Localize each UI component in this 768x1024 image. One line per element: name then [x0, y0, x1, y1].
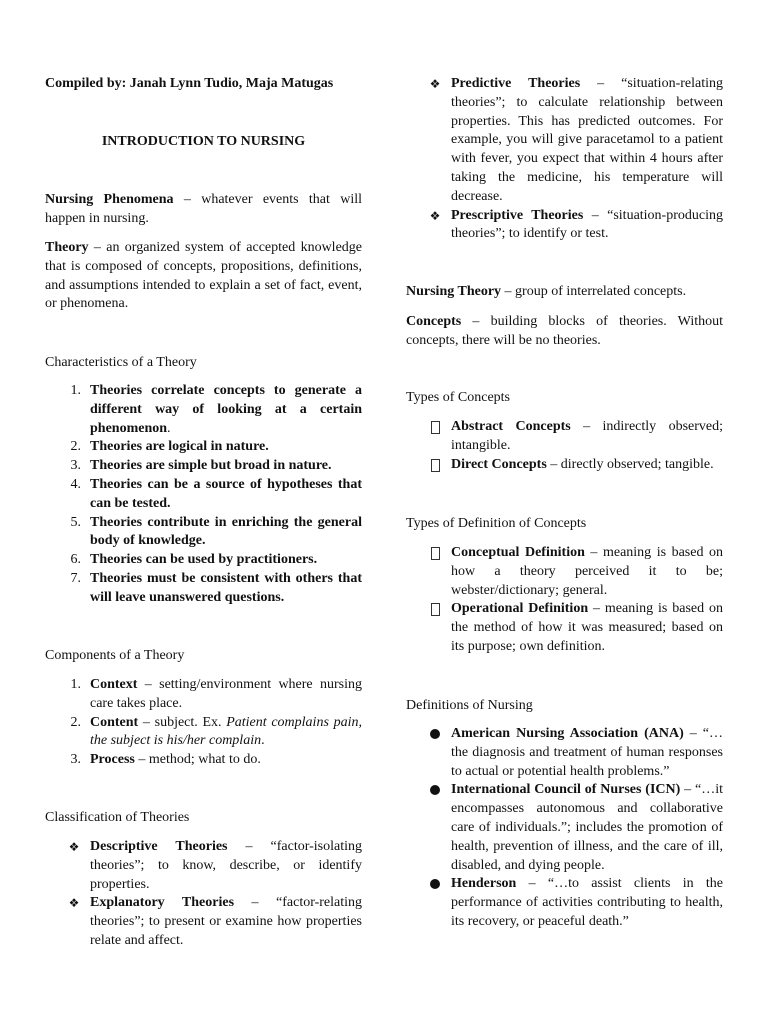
list-item-term: Context [90, 677, 138, 692]
list-item-text: – “…to assist clients in the performance of activities contributing to health, its recovery, or peaceful death.” [451, 876, 723, 929]
list-item-term: Descriptive Theories [90, 839, 228, 854]
list-item-text: Theories correlate concepts to generate a different way of looking at a certain phenomenon [90, 383, 362, 436]
nursing-theory-definition [406, 283, 723, 302]
list-item-text: – “situation-producing theories”; to identify or test. [451, 207, 723, 242]
diamond-bullet-icon: ❖ [429, 208, 441, 223]
list-item [45, 714, 362, 752]
list-item [406, 456, 723, 475]
list-item [406, 875, 723, 931]
classification-list-right [406, 75, 723, 244]
types-of-concepts-list [406, 418, 723, 474]
list-item-example: Patient complains pain, the subject is his/her complain [90, 714, 362, 749]
list-number: 4. [70, 476, 81, 492]
list-item-term: Content [90, 714, 139, 730]
list-number: 1. [70, 383, 81, 398]
list-item-text: – subject. Ex. [138, 714, 227, 730]
list-item-term: Predictive Theories [451, 76, 581, 91]
list-number: 1. [70, 677, 81, 692]
list-item-text: – “…it encompasses autonomous and collaborative care of individuals.”; includes the promotion of health, prevention of illness, and the care of ill, disabled, and dying people. [451, 782, 723, 873]
list-item-term: Conceptual Definition [451, 545, 585, 560]
definitions-of-nursing-heading: Definitions of Nursing [406, 698, 533, 713]
list-item-text: – “factor-isolating theories”; to know, describe, or identify properties. [90, 839, 362, 892]
list-item-text: Theories are logical in nature. [90, 439, 269, 455]
list-item-text: – “situation-relating theories”; to calculate relationship between properties. This has predicted outcomes. For example, you will give paracetamol to a patient with fever, you expect that within 4 hours after taking the medicine, his temperature will decrease. [451, 76, 723, 204]
list-number: 6. [70, 552, 81, 568]
list-item [406, 781, 723, 875]
list-number: 2. [70, 439, 81, 455]
term: Nursing Phenomena [45, 192, 174, 207]
types-of-concepts-heading: Types of Concepts [406, 390, 511, 405]
list-item-text: – setting/environment where nursing care takes place. [90, 677, 362, 711]
list-item [45, 751, 362, 770]
list-number: 3. [70, 458, 81, 474]
compiled-by: Compiled by: Janah Lynn Tudio, Maja Matugas [45, 76, 334, 91]
characteristics-list [45, 382, 362, 608]
list-item-text: Theories must be consistent with others that will leave unanswered questions. [90, 570, 362, 605]
list-item-tail: . [261, 733, 265, 749]
list-item-text: – directly observed; tangible. [546, 456, 714, 472]
term: Theory [45, 240, 89, 255]
list-item-text: – “… the diagnosis and treatment of human responses to actual or potential health problems.” [451, 726, 723, 779]
list-item [45, 457, 362, 476]
list-item [45, 476, 362, 514]
list-item-term: International Council of Nurses (ICN) [451, 782, 681, 798]
definitions-of-nursing-list [406, 725, 723, 932]
types-of-definition-heading: Types of Definition of Concepts [406, 516, 587, 531]
definition-text: – an organized system of accepted knowledge that is composed of concepts, propositions, definitions, and assumptions intended to explain a set of fact, event, or phenomena. [45, 240, 362, 312]
list-item [45, 438, 362, 457]
diamond-bullet-icon: ❖ [429, 77, 441, 91]
diamond-bullet-icon: ❖ [68, 896, 80, 911]
list-item-text: – method; what to do. [134, 752, 261, 768]
list-item [45, 894, 362, 950]
term: Concepts [406, 314, 462, 329]
definition-text: – building blocks of theories. Without concepts, there will be no theories. [406, 314, 723, 348]
list-item-text: – meaning is based on how a theory perceived it to be; webster/dictionary; general. [451, 545, 724, 598]
list-item [45, 382, 362, 438]
classification-list-left [45, 838, 362, 951]
list-number: 5. [70, 514, 81, 530]
characteristics-heading: Characteristics of a Theory [45, 355, 197, 370]
list-item [406, 75, 723, 207]
dot-bullet-icon [428, 781, 442, 802]
list-item-term: Abstract Concepts [451, 419, 571, 434]
classification-heading: Classification of Theories [45, 810, 190, 825]
list-item [406, 207, 723, 245]
list-number: 7. [70, 570, 81, 586]
theory-definition [45, 239, 362, 314]
list-item-text: – meaning is based on the method of how it was measured; based on its purpose; own definition. [451, 601, 723, 654]
concepts-definition [406, 313, 723, 351]
list-number: 3. [70, 752, 81, 768]
list-item-tail: . [167, 420, 171, 436]
list-item-term: Operational Definition [451, 601, 589, 617]
dot-bullet-icon [428, 875, 442, 896]
definition-text: – group of interrelated concepts. [501, 284, 687, 299]
list-item [45, 514, 362, 552]
list-item [406, 600, 723, 656]
box-bullet-icon [428, 456, 442, 479]
definition-text: – whatever events that will happen in nursing. [45, 192, 363, 226]
list-item-term: Process [90, 752, 135, 768]
list-item-term: Explanatory Theories [90, 895, 235, 911]
diamond-bullet-icon: ❖ [68, 840, 80, 854]
list-item [406, 544, 723, 600]
list-item [45, 838, 362, 894]
list-item-term: Prescriptive Theories [451, 207, 584, 223]
components-heading: Components of a Theory [45, 648, 185, 663]
dot-bullet-icon [428, 725, 442, 746]
page-title: INTRODUCTION TO NURSING [101, 134, 306, 149]
list-item-term: Direct Concepts [451, 456, 547, 472]
term: Nursing Theory [406, 284, 502, 299]
list-item-text: Theories contribute in enriching the general body of knowledge. [90, 514, 362, 549]
list-item-text: – “factor-relating theories”; to present or examine how properties relate and affect. [90, 895, 363, 948]
list-number: 2. [70, 714, 81, 730]
list-item [406, 418, 723, 456]
list-item-term: Henderson [451, 876, 517, 892]
list-item-term: American Nursing Association (ANA) [451, 726, 684, 741]
list-item-text: Theories can be a source of hypotheses that can be tested. [90, 476, 362, 511]
components-list [45, 676, 362, 770]
list-item-text: Theories are simple but broad in nature. [90, 458, 332, 474]
list-item-text: – indirectly observed; intangible. [451, 419, 723, 453]
list-item-text: Theories can be used by practitioners. [90, 552, 318, 568]
types-of-definition-list [406, 544, 723, 657]
nursing-phenomena-definition [45, 191, 362, 229]
box-bullet-icon [428, 544, 442, 567]
list-item [406, 725, 723, 781]
list-item [45, 676, 362, 714]
list-item [45, 570, 362, 608]
box-bullet-icon [428, 600, 442, 623]
box-bullet-icon [428, 418, 442, 441]
list-item [45, 551, 362, 570]
